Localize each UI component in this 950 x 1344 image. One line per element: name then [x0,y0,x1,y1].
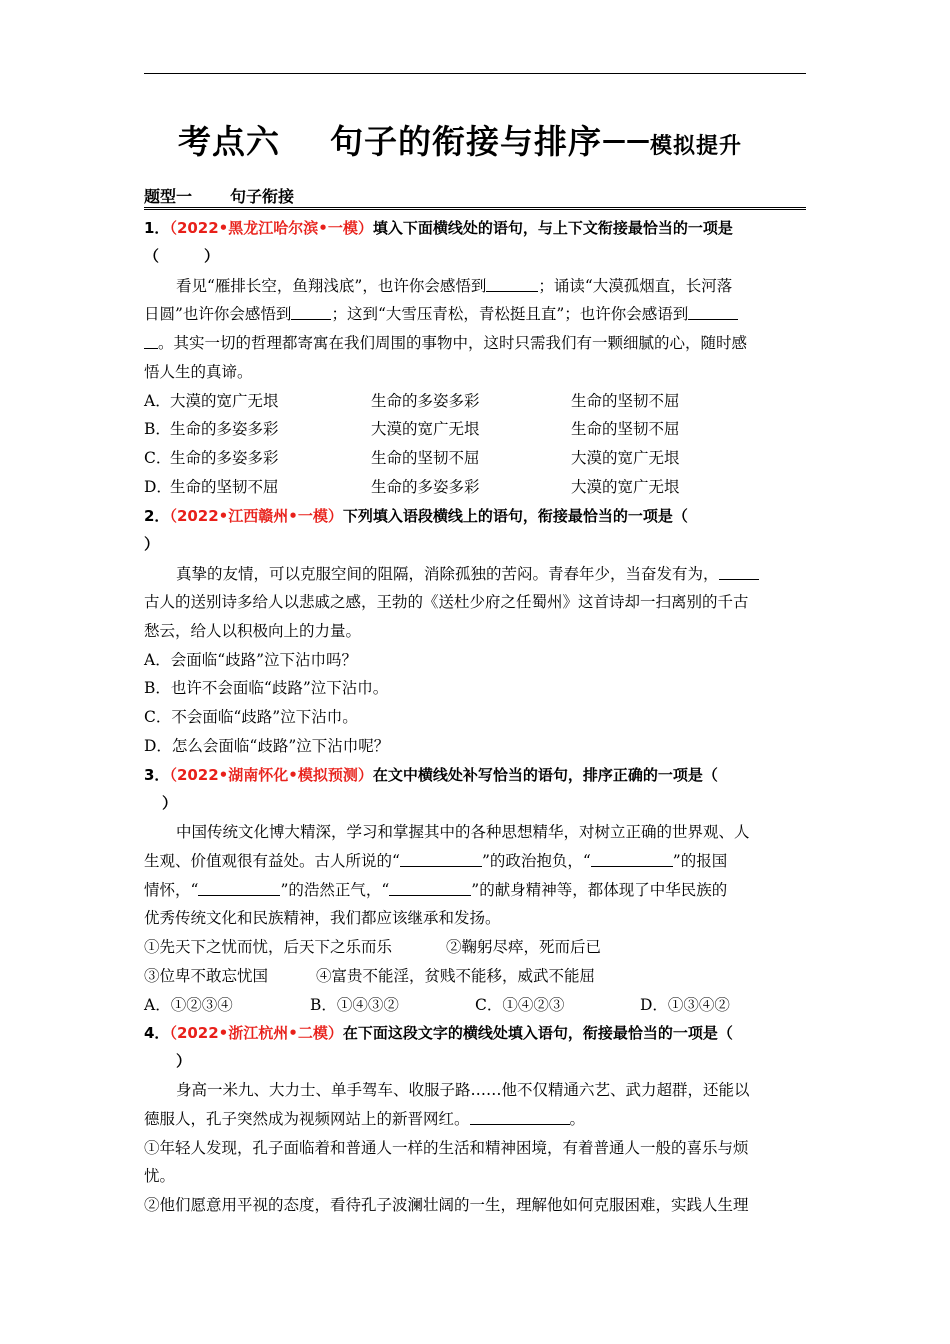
question-3-header: 3．（2022•湖南怀化•模拟预测）在文中横线处补写恰当的语句，排序正确的一项是（ [144,766,718,784]
question-stem: 下列填入语段横线上的语句，衔接最恰当的一项是（ [342,507,688,525]
option-c: C．不会面临“歧路”泣下沾巾。 [144,708,358,726]
header-rule [144,73,806,74]
sentence-item: ②他们愿意用平视的态度，看待孔子波澜壮阔的一生，理解他如何克服困难，实践人生理 [144,1196,749,1214]
paragraph-line: 生观、价值观很有益处。古人所说的“ ”的政治抱负，“ ”的报国 [144,852,728,870]
sentence-item: ④富贵不能淫，贫贱不能移，威武不能屈 [316,967,596,985]
answer-blank [291,304,331,320]
sentence-item: 忧。 [144,1167,176,1185]
paragraph-line: 真挚的友情，可以克服空间的阻隔，消除孤独的苦闷。青春年少，当奋发有为， [176,564,759,584]
sentence-item: ①先天下之忧而忧，后天下之乐而乐 [144,938,393,956]
title-main: 考点六 [178,122,280,161]
question-2-bracket: ） [144,535,160,553]
question-1-header: 1．（2022•黑龙江哈尔滨•一模）填入下面横线处的语句，与上下文衔接最恰当的一项是 [144,219,733,237]
answer-blank [198,880,280,896]
question-1-bracket: （ ） [144,247,220,265]
paragraph-line: 日圆”也许你会感悟到 ；这到“大雪压青松，青松挺且直”；也许你会感语到 [144,304,738,324]
section-name: 句子衔接 [230,187,295,206]
question-source: （2022•湖南怀化•模拟预测） [169,766,373,784]
answer-blank [486,276,538,292]
answer-blank [688,304,738,320]
option-d: D．①③④② [640,996,730,1014]
option-a: A．会面临“歧路”泣下沾巾吗？ [144,651,358,669]
option-b: B． [144,420,171,438]
option-b: B．也许不会面临“歧路”泣下沾巾。 [144,679,389,697]
question-3-bracket: ） [162,794,178,812]
paragraph-line: 。其实一切的哲理都寄寓在我们周围的事物中，这时只需我们有一颗细腻的心，随时感 [144,333,747,353]
question-source: （2022•黑龙江哈尔滨•一模） [169,219,373,237]
document-page: 考点六 句子的衔接与排序——模拟提升 题型一 句子衔接 1．（2022•黑龙江哈尔滨•一模）填入下面横线处的语句，与上下文衔接最恰当的一项是 （ ） 看见“雁排长空，鱼翔浅底”，也许你会感悟到 ；诵读“大漠孤烟直，长河落 日圆”也许你会感悟到 ；这到“大雪压青松，青松挺且直”；也许你会感语到 。其实一切的哲理都寄寓在我们周围的事物中，这时只需我们有一颗细腻的心，随时感 悟人生的真谛。 A． 大漠的宽广无垠 生命的多姿多彩 生命的坚韧不屈 B． 生命的多姿多彩 大漠的宽广无垠 生命的坚韧不屈 C． 生命的多姿多彩 生命的坚韧不屈 大漠的宽广无垠 D． 生命的坚韧不屈 生命的多姿多彩 大漠的宽广无垠 2．（2022•江西赣州•一模）下列填入语段横线上的语句，衔接最恰当的一项是（ ） 真挚的友情，可以克服空间的阻隔，消除孤独的苦闷。青春年少，当奋发有为， 古人的送别诗多给人以悲戚之感，王勃的《送杜少府之任蜀州》这首诗却一扫离别的千古 愁云，给人以积极向上的力量。 A．会面临“歧路”泣下沾巾吗？ B．也许不会面临“歧路”泣下沾巾。 C．不会面临“歧路”泣下沾巾。 D．怎么会面临“歧路”泣下沾巾呢？ 3．（2022•湖南怀化•模拟预测）在文中横线处补写恰当的语句，排序正确的一项是（ ） 中国传统文化博大精深，学习和掌握其中的各种思想精华，对树立正确的世界观、人 生观、价值观很有益处。古人所说的“ ”的政治抱负，“ ”的报国 情怀，“ ”的浩然正气，“ ”的献身精神等，都体现了中华民族的 优秀传统文化和民族精神，我们都应该继承和发扬。 ①先天下之忧而忧，后天下之乐而乐 ②鞠躬尽瘁，死而后已 ③位卑不敢忘忧国 ④富贵不能淫，贫贱不能移，威武不能屈 A．①②③④ B．①④③② C．①④②③ D．①③④② 4．（2022•浙江杭州•二模）在下面这段文字的横线处填入语句，衔接最恰当的一项是（ ） 身高一米九、大力士、单手驾车、收服子路……他不仅精通六艺、武力超群，还能以 德服人，孔子突然成为视频网站上的新晋网红。 。 ①年轻人发现，孔子面临着和普通人一样的生活和精神困境，有着普通人一般的喜乐与烦 忧。 ②他们愿意用平视的态度，看待孔子波澜壮阔的一生，理解他如何克服困难，实践人生理 [0,0,950,1344]
answer-blank [400,851,482,867]
option-b: B．①④③② [310,996,399,1014]
question-4-bracket: ） [176,1052,192,1070]
title-dash: —— [602,126,650,154]
question-stem: 填入下面横线处的语句，与上下文衔接最恰当的一项是 [372,219,733,237]
answer-blank [389,880,471,896]
sentence-item: ②鞠躬尽瘁，死而后已 [446,938,602,956]
paragraph-line: 中国传统文化博大精深，学习和掌握其中的各种思想精华，对树立正确的世界观、人 [176,823,750,841]
paragraph-line: 优秀传统文化和民族精神，我们都应该继承和发扬。 [144,909,501,927]
option-d: D．怎么会面临“歧路”泣下沾巾呢？ [144,737,390,755]
option-a: A． [144,392,171,410]
option-d: D． [144,478,172,496]
paragraph-line: 愁云，给人以积极向上的力量。 [144,622,362,640]
answer-blank [591,851,673,867]
section-heading [144,184,806,210]
answer-blank [144,333,158,349]
answer-blank [470,1109,570,1125]
answer-blank [719,564,759,580]
question-source: （2022•浙江杭州•二模） [169,1024,343,1042]
section-label: 题型一 [144,187,193,206]
paragraph-line: 古人的送别诗多给人以悲戚之感，王勃的《送杜少府之任蜀州》这首诗却一扫离别的千古 [144,593,749,611]
paragraph-line: 看见“雁排长空，鱼翔浅底”，也许你会感悟到 ；诵读“大漠孤烟直，长河落 [176,277,733,295]
question-stem: 在文中横线处补写恰当的语句，排序正确的一项是（ [372,766,718,784]
title-sub: 模拟提升 [650,134,743,159]
paragraph-line: 身高一米九、大力士、单手驾车、收服子路……他不仅精通六艺、武力超群，还能以 [176,1081,750,1099]
paragraph-line: 悟人生的真谛。 [144,363,253,381]
option-c: C．①④②③ [475,996,565,1014]
paragraph-line: 德服人，孔子突然成为视频网站上的新晋网红。 。 [144,1110,586,1128]
title-topic: 句子的衔接与排序 [330,122,602,161]
question-stem: 在下面这段文字的横线处填入语句，衔接最恰当的一项是（ [342,1024,733,1042]
paragraph-line: 情怀，“ ”的浩然正气，“ ”的献身精神等，都体现了中华民族的 [144,881,728,899]
sentence-item: ③位卑不敢忘忧国 [144,967,269,985]
question-2-header: 2．（2022•江西赣州•一模）下列填入语段横线上的语句，衔接最恰当的一项是（ [144,507,688,525]
page-title [178,116,742,163]
question-source: （2022•江西赣州•一模） [169,507,343,525]
sentence-item: ①年轻人发现，孔子面临着和普通人一样的生活和精神困境，有着普通人一般的喜乐与烦 [144,1139,749,1157]
option-c: C． [144,449,172,467]
option-a: A．①②③④ [144,996,233,1014]
question-4-header: 4．（2022•浙江杭州•二模）在下面这段文字的横线处填入语句，衔接最恰当的一项是（ [144,1024,733,1042]
